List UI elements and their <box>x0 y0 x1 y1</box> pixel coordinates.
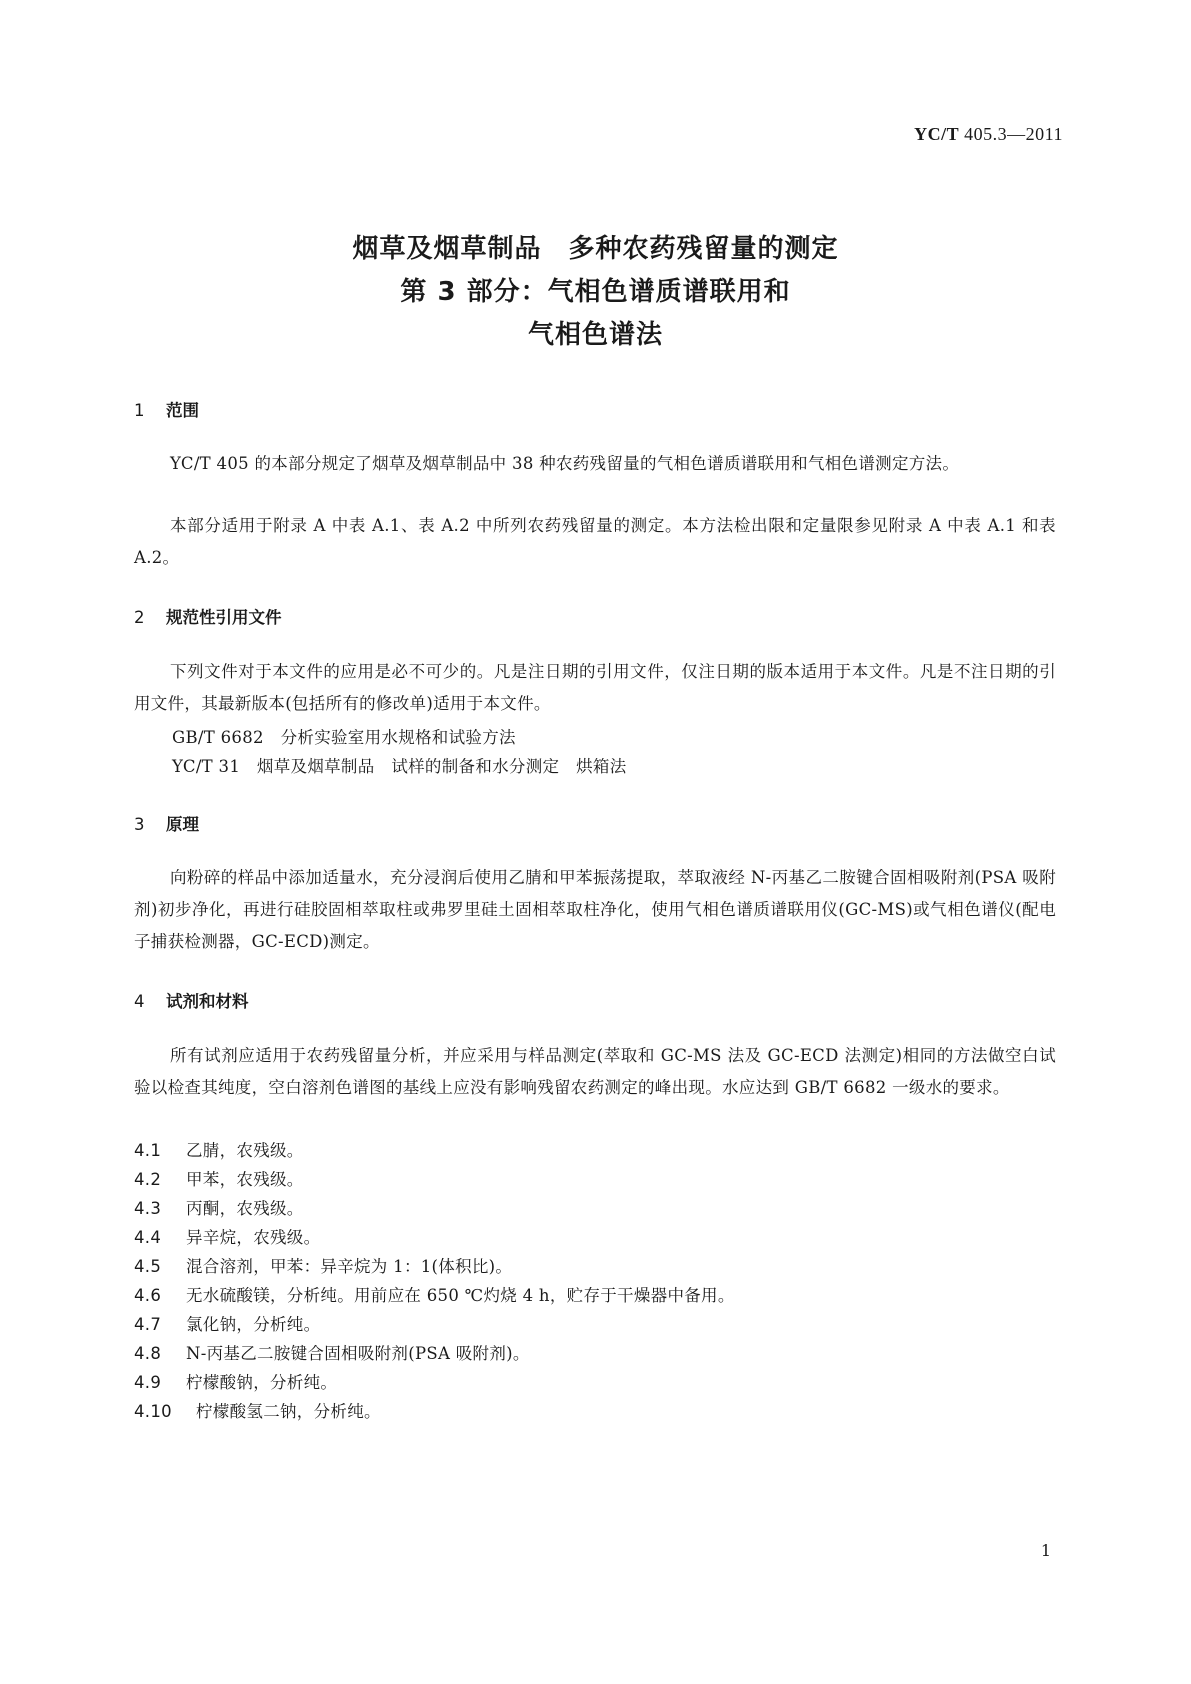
item-text: 氯化钠，分析纯。 <box>186 1315 321 1334</box>
section-4-paragraph-1: 所有试剂应适用于农药残留量分析，并应采用与样品测定(萃取和 GC-MS 法及 GC-ECD 法测定)相同的方法做空白试验以检查其纯度，空白溶剂色谱图的基线上应没有影响残留农药测定的峰出现。水应达到 GB/T 6682 一级水的要求。 <box>134 1046 1056 1097</box>
section-title: 原理 <box>166 815 199 834</box>
list-item <box>134 1282 735 1306</box>
item-text: 无水硫酸镁，分析纯。用前应在 650 ℃灼烧 4 h，贮存于干燥器中备用。 <box>186 1286 735 1305</box>
section-2-heading <box>134 604 282 628</box>
list-item <box>134 1195 304 1219</box>
section-1-paragraph-1: YC/T 405 的本部分规定了烟草及烟草制品中 38 种农药残留量的气相色谱质谱联用和气相色谱测定方法。 <box>170 454 960 473</box>
section-number: 2 <box>134 608 145 627</box>
item-number: 4.2 <box>134 1170 162 1189</box>
item-text: N-丙基乙二胺键合固相吸附剂(PSA 吸附剂)。 <box>186 1344 530 1363</box>
normative-reference: YC/T 31 烟草及烟草制品 试样的制备和水分测定 烘箱法 <box>172 757 627 776</box>
standard-code <box>914 124 1063 145</box>
item-number: 4.9 <box>134 1373 162 1392</box>
standard-code-prefix: YC/T <box>914 124 960 144</box>
standard-code-number: 405.3—2011 <box>959 124 1063 144</box>
item-text: 柠檬酸氢二钠，分析纯。 <box>196 1402 381 1421</box>
section-number: 1 <box>134 401 145 420</box>
item-text: 甲苯，农残级。 <box>186 1170 304 1189</box>
normative-reference: GB/T 6682 分析实验室用水规格和试验方法 <box>172 728 516 747</box>
page-number: 1 <box>1040 1541 1051 1560</box>
section-4-heading <box>134 988 249 1012</box>
section-number: 4 <box>134 992 145 1011</box>
list-item <box>134 1369 337 1393</box>
item-text: 混合溶剂，甲苯：异辛烷为 1：1(体积比)。 <box>186 1257 513 1276</box>
section-3-heading <box>134 811 199 835</box>
section-1-paragraph-2: 本部分适用于附录 A 中表 A.1、表 A.2 中所列农药残留量的测定。本方法检出限和定量限参见附录 A 中表 A.1 和表 A.2。 <box>134 516 1056 567</box>
item-number: 4.7 <box>134 1315 162 1334</box>
section-2-paragraph-1: 下列文件对于本文件的应用是必不可少的。凡是注日期的引用文件，仅注日期的版本适用于本文件。凡是不注日期的引用文件，其最新版本(包括所有的修改单)适用于本文件。 <box>134 662 1056 713</box>
item-number: 4.5 <box>134 1257 162 1276</box>
list-item <box>134 1137 304 1161</box>
item-number: 4.6 <box>134 1286 162 1305</box>
item-number: 4.3 <box>134 1199 162 1218</box>
item-number: 4.8 <box>134 1344 162 1363</box>
item-text: 异辛烷，农残级。 <box>186 1228 321 1247</box>
title-line-2: 第 3 部分：气相色谱质谱联用和 <box>400 277 791 307</box>
item-number: 4.1 <box>134 1141 162 1160</box>
section-title: 试剂和材料 <box>166 992 249 1011</box>
section-title: 规范性引用文件 <box>166 608 282 627</box>
document-title <box>0 228 1191 357</box>
list-item <box>134 1253 512 1277</box>
list-item <box>134 1340 530 1364</box>
item-text: 丙酮，农残级。 <box>186 1199 304 1218</box>
item-text: 乙腈，农残级。 <box>186 1141 304 1160</box>
item-number: 4.4 <box>134 1228 162 1247</box>
item-number: 4.10 <box>134 1402 172 1421</box>
section-number: 3 <box>134 815 145 834</box>
list-item <box>134 1398 381 1422</box>
list-item <box>134 1224 320 1248</box>
item-text: 柠檬酸钠，分析纯。 <box>186 1373 338 1392</box>
section-1-heading <box>134 397 199 421</box>
section-3-paragraph-1: 向粉碎的样品中添加适量水，充分浸润后使用乙腈和甲苯振荡提取，萃取液经 N-丙基乙二胺键合固相吸附剂(PSA 吸附剂)初步净化，再进行硅胶固相萃取柱或弗罗里硅土固相萃取柱净化，使用气相色谱质谱联用仪(GC-MS)或气相色谱仪(配电子捕获检测器，GC-ECD)测定。 <box>134 868 1056 951</box>
list-item <box>134 1311 320 1335</box>
list-item <box>134 1166 304 1190</box>
title-line-1: 烟草及烟草制品 多种农药残留量的测定 <box>352 234 839 264</box>
section-title: 范围 <box>166 401 199 420</box>
title-line-3: 气相色谱法 <box>527 320 663 350</box>
